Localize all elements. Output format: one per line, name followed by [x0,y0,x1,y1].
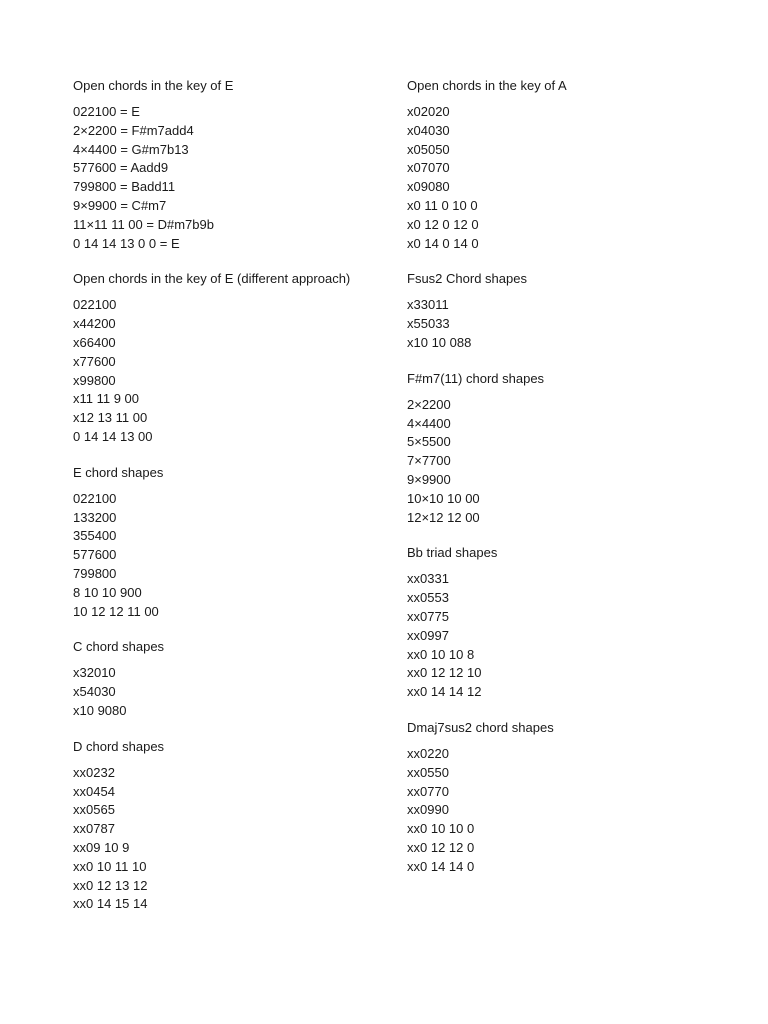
chord-section-bb-triad-shapes [407,544,737,702]
chord-line: x55033 [407,316,450,332]
chord-line: 577600 = Aadd9 [73,160,169,176]
chord-list [73,664,403,720]
section-title: Fsus2 Chord shapes [407,271,527,287]
chord-line: x66400 [73,334,116,350]
chord-line: x54030 [73,684,116,700]
chord-section-fsus2-chord-shapes [407,270,737,352]
chord-line: x07070 [407,160,450,176]
chord-list [73,764,403,914]
chord-line: x0 14 0 14 0 [407,235,479,251]
chord-line: 7×7700 [407,453,451,469]
chord-line: 022100 = E [73,104,140,119]
section-title: Open chords in the key of A [407,78,567,93]
chord-line: 8 10 10 900 [73,584,142,600]
chord-line: x09080 [407,179,450,195]
chord-line: 11×11 11 00 = D#m7b9b [73,216,214,232]
chord-line: 022100 [73,297,117,313]
chord-line: xx0 12 13 12 [73,877,148,893]
chord-list [407,296,737,352]
chord-line: x10 9080 [73,702,127,718]
chord-section-open-chords-in-the-key-of-e-different-approach [73,270,403,446]
chord-line: x44200 [73,316,116,332]
chord-section-open-chords-in-the-key-of-a [407,77,737,253]
left-column [73,77,403,931]
chord-line: xx0565 [73,802,115,818]
chord-line: 0 14 14 13 0 0 = E [73,235,180,251]
chord-line: xx0990 [407,802,449,818]
section-title: E chord shapes [73,464,164,480]
chord-line: xx0787 [73,821,115,837]
chord-line: 799800 = Badd11 [73,179,176,195]
chord-line: xx0 10 10 0 [407,821,475,837]
chord-line: x0 11 0 10 0 [407,197,478,213]
chord-list [73,296,403,446]
chord-line: xx0232 [73,764,115,780]
chord-list [407,103,737,253]
chord-line: 577600 [73,547,117,563]
chord-section-c-chord-shapes [73,638,403,720]
chord-line: xx0454 [73,783,115,799]
chord-line: x33011 [407,297,449,313]
right-column [407,77,737,894]
chord-line: xx0331 [407,571,449,587]
chord-list [73,490,403,622]
chord-line: xx0553 [407,590,449,606]
chord-line: xx0997 [407,627,449,643]
section-title: Bb triad shapes [407,545,498,561]
chord-section-d-chord-shapes [73,738,403,914]
chord-section-open-chords-in-the-key-of-e [73,77,403,253]
chord-line: 9×9900 = C#m7 [73,197,167,213]
section-title: Open chords in the key of E (different approach) [73,271,351,287]
chord-line: xx0 12 12 0 [407,839,475,855]
chord-section-e-chord-shapes [73,464,403,622]
section-title: F#m7(11) chord shapes [407,370,545,386]
chord-line: xx0 14 14 0 [407,858,475,874]
chord-list [407,396,737,528]
chord-line: xx0 12 12 10 [407,665,482,681]
chord-section-f-m7-11-chord-shapes [407,370,737,528]
section-title: Open chords in the key of E [73,78,234,93]
chord-line: x77600 [73,353,116,369]
chord-line: x99800 [73,372,116,388]
chord-line: xx0 10 10 8 [407,646,475,662]
chord-list [407,745,737,877]
chord-line: xx0 14 15 14 [73,896,148,912]
chord-line: 10 12 12 11 00 [73,603,159,619]
chord-line: x04030 [407,122,450,138]
chord-line: x32010 [73,665,116,681]
chord-line: 133200 [73,509,117,525]
chord-line: 10×10 10 00 [407,490,480,506]
chord-line: 5×5500 [407,434,451,450]
chord-line: 4×4400 [407,415,451,431]
chord-line: xx0550 [407,764,449,780]
chord-line: xx0770 [407,783,449,799]
chord-line: x02020 [407,104,450,119]
chord-line: xx0220 [407,745,449,761]
chord-list [407,570,737,702]
chord-line: 9×9900 [407,471,451,487]
section-title: Dmaj7sus2 chord shapes [407,719,554,735]
section-title: C chord shapes [73,639,165,655]
section-title: D chord shapes [73,738,165,754]
chord-line: xx0775 [407,608,449,624]
chord-line: x11 11 9 00 [73,391,140,407]
chord-line: 4×4400 = G#m7b13 [73,141,189,157]
chord-line: 0 14 14 13 00 [73,428,153,444]
chord-line: 022100 [73,490,117,506]
chord-line: x10 10 088 [407,334,472,350]
chord-line: xx0 10 11 10 [73,858,147,874]
chord-list [73,103,403,253]
chord-line: 12×12 12 00 [407,509,480,525]
chord-section-dmaj7sus2-chord-shapes [407,719,737,877]
chord-line: xx0 14 14 12 [407,684,482,700]
chord-line: 2×2200 = F#m7add4 [73,122,194,138]
chord-line: 2×2200 [407,396,451,412]
chord-line: 355400 [73,528,117,544]
chord-line: x05050 [407,141,450,157]
chord-line: 799800 [73,565,117,581]
chord-line: x0 12 0 12 0 [407,216,479,232]
chord-line: xx09 10 9 [73,839,130,855]
chord-line: x12 13 11 00 [73,410,148,426]
